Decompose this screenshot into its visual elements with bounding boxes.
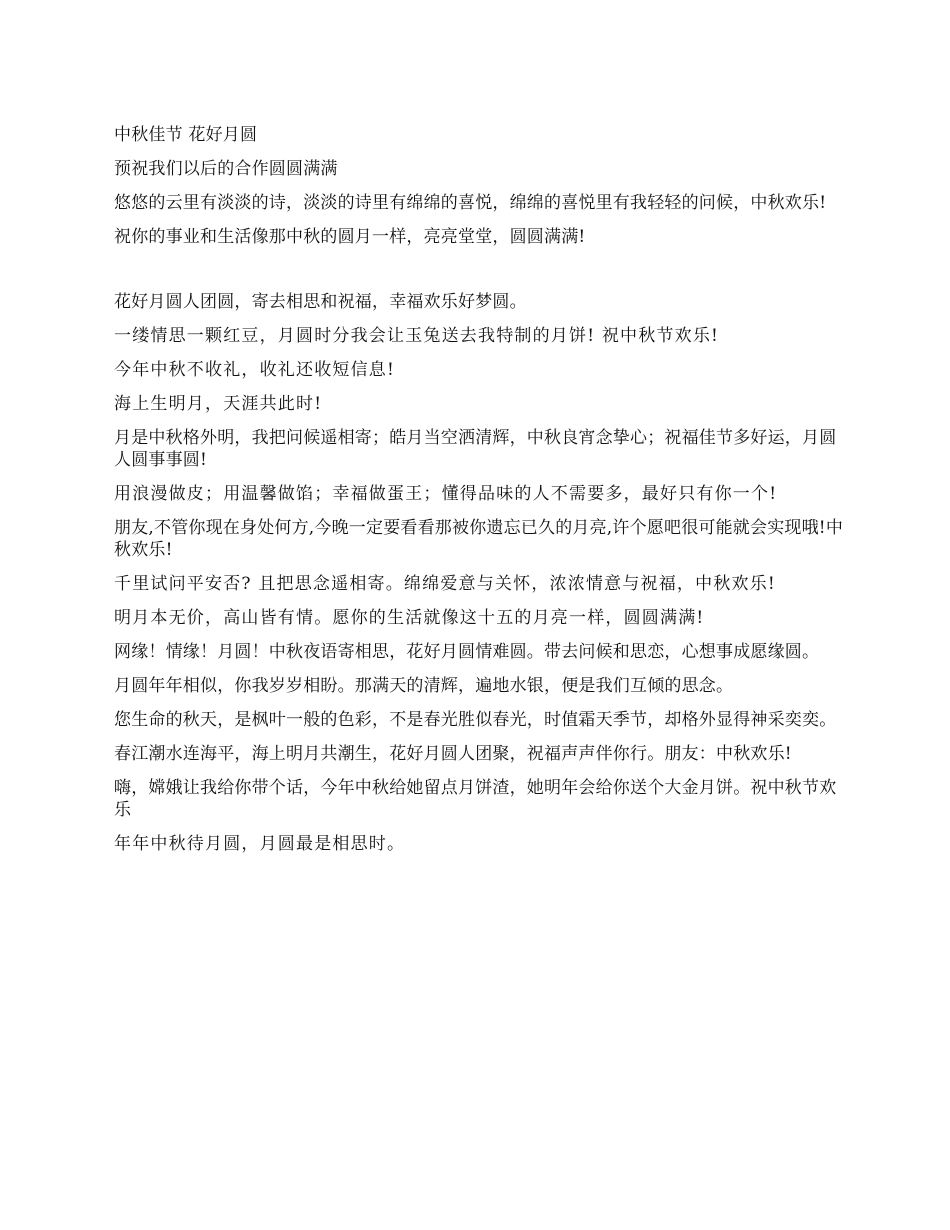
paragraph-spring-river: 春江潮水连海平，海上明月共潮生，花好月圆人团聚，祝福声声伴你行。朋友：中秋欢乐!: [114, 744, 792, 764]
paragraph-moon-bright: 月是中秋格外明，我把问候遥相寄；皓月当空洒清辉，中秋良宵念挚心；祝福佳节多好运，月圆人圆事事圆!: [114, 428, 837, 470]
paragraph-thousand-miles: 千里试问平安否? 且把思念遥相寄。绵绵爱意与关怀，浓浓情意与祝福，中秋欢乐!: [114, 574, 776, 594]
document-body: [114, 124, 844, 855]
paragraph-sea-moon: 海上生明月，天涯共此时!: [114, 394, 323, 414]
paragraph-career: 祝你的事业和生活像那中秋的圆月一样，亮亮堂堂，圆圆满满!: [114, 227, 586, 247]
paragraph-clouds: 悠悠的云里有淡淡的诗，淡淡的诗里有绵绵的喜悦，绵绵的喜悦里有我轻轻的问候，中秋欢乐!: [114, 193, 827, 213]
paragraph-autumn-life: 您生命的秋天，是枫叶一般的色彩，不是春光胜似春光，时值霜天季节，却格外显得神采奕奕。: [114, 710, 837, 730]
paragraph-red-bean: 一缕情思一颗红豆，月圆时分我会让玉兔送去我特制的月饼! 祝中秋节欢乐!: [114, 326, 720, 346]
paragraph-friend: 朋友,不管你现在身处何方,今晚一定要看看那被你遗忘已久的月亮,许个愿吧很可能就会实现哦!中秋欢乐!: [114, 518, 844, 560]
paragraph-title: 中秋佳节 花好月圆: [114, 125, 258, 145]
paragraph-reunion: 花好月圆人团圆，寄去相思和祝福，幸福欢乐好梦圆。: [114, 292, 527, 312]
paragraph-change: 嗨，嫦娥让我给你带个话，今年中秋给她留点月饼渣，她明年会给你送个大金月饼。祝中秋节欢乐: [114, 778, 837, 820]
paragraph-years: 月圆年年相似，你我岁岁相盼。那满天的清辉，遍地水银，便是我们互倾的思念。: [114, 676, 734, 696]
paragraph-wish: 预祝我们以后的合作圆圆满满: [114, 159, 338, 179]
paragraph-romance: 用浪漫做皮；用温馨做馅；幸福做蛋王；懂得品味的人不需要多，最好只有你一个!: [114, 484, 778, 504]
paragraph-priceless-moon: 明月本无价，高山皆有情。愿你的生活就像这十五的月亮一样，圆圆满满!: [114, 608, 705, 628]
paragraph-fate: 网缘！情缘！月圆！中秋夜语寄相思，花好月圆情难圆。带去问候和思恋，心想事成愿缘圆。: [114, 642, 820, 662]
paragraph-no-gifts: 今年中秋不收礼，收礼还收短信息!: [114, 360, 396, 380]
paragraph-every-year: 年年中秋待月圆，月圆最是相思时。: [114, 834, 406, 854]
